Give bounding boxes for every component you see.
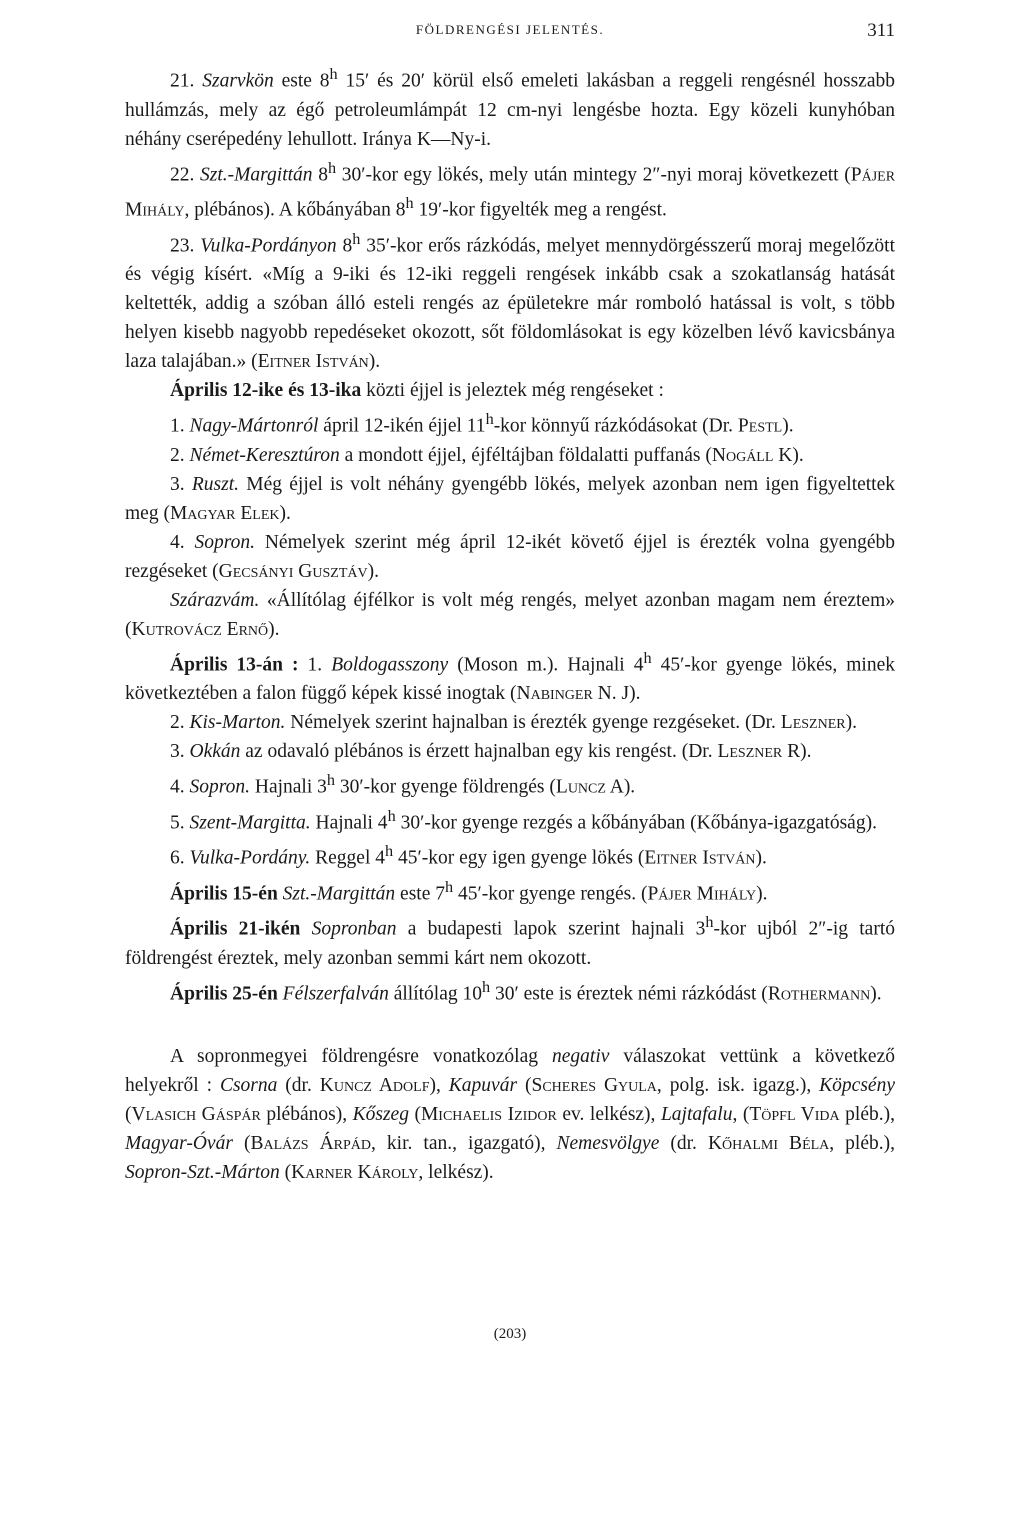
text-run: , lelkész).: [418, 1162, 494, 1183]
text-run: 3.: [170, 741, 190, 762]
text-run: Csorna: [219, 1075, 278, 1096]
text-run: -kor könnyű rázkódásokat (Dr.: [493, 415, 738, 437]
text-run: Magyar-Óvár: [125, 1133, 233, 1154]
text-run: ).: [800, 741, 812, 762]
section-heading: [125, 376, 895, 405]
text-run: ápril 12-ikén éjjel 11: [318, 415, 486, 437]
text-run: negativ: [552, 1046, 610, 1067]
text-run: 2.: [170, 444, 190, 466]
text-run: ).: [870, 983, 882, 1004]
text-run: Nogáll K: [711, 444, 793, 466]
text-run: közti éjjel is jeleztek még rengéseket :: [361, 380, 664, 401]
paragraph: [125, 470, 895, 528]
text-run: ).: [279, 502, 291, 524]
text-run: Ruszt.: [191, 473, 240, 495]
text-run: ).: [367, 560, 379, 582]
text-run: 45′-kor gyenge rengés. (: [453, 883, 648, 904]
text-run: Luncz A: [555, 776, 624, 798]
text-run: Scheres Gyula: [531, 1075, 657, 1096]
text-run: este 7: [395, 883, 445, 904]
text-run: 3.: [170, 473, 192, 495]
text-run: Balázs Árpád: [250, 1133, 372, 1154]
text-run: h: [445, 877, 454, 896]
paragraph: [125, 154, 895, 225]
paragraph: [125, 225, 895, 377]
paragraph: [125, 528, 895, 586]
page-number: 311: [867, 20, 895, 41]
text-run: pléb.),: [839, 1104, 895, 1125]
text-run: 8: [312, 164, 328, 185]
text-run: [300, 919, 311, 940]
text-run: A sopronmegyei földrengésre vonatkozólag: [170, 1046, 552, 1067]
text-run: 30′-kor gyenge földrengés (: [335, 776, 556, 798]
text-run: Rothermann: [767, 983, 871, 1004]
text-run: ),: [429, 1075, 449, 1096]
text-run: Eitner István: [644, 847, 756, 869]
text-run: ).: [792, 444, 804, 466]
text-run: (Moson m.). Hajnali 4: [448, 654, 644, 675]
text-run: Gecsányi Gusztáv: [218, 560, 368, 582]
text-run: ).: [268, 618, 280, 640]
text-run: ).: [629, 683, 641, 704]
paragraph: [125, 973, 895, 1009]
text-run: Magyar Elek: [169, 502, 280, 524]
text-run: (: [279, 1162, 292, 1183]
text-run: 30′-kor gyenge rezgés a kőbányában (Kőbánya-igazgatóság).: [395, 812, 877, 833]
text-run: Nagy-Mártonról: [189, 415, 319, 437]
text-run: (: [125, 1104, 132, 1125]
text-run: Pájer Mihály: [125, 164, 896, 221]
text-run: 22.: [170, 164, 201, 185]
text-run: «Állítólag éjfélkor is volt még rengés, melyet azonban magam nem éreztem» (: [125, 589, 895, 640]
text-run: Kis-Marton.: [189, 712, 286, 733]
paragraph: [125, 586, 895, 644]
text-run: este 8: [273, 70, 330, 92]
text-run: h: [405, 194, 414, 212]
body-text: [125, 60, 895, 1187]
text-run: , kir. tan., igazgató),: [371, 1133, 557, 1154]
text-run: h: [352, 229, 361, 248]
paragraph: [125, 802, 895, 838]
text-run: Április 12-ike és 13-ika: [170, 380, 362, 401]
text-run: 15′ és 20′ körül első emeleti lakásban a reggeli rengésnél hosszabb hullámzás, mely az égő petroleumlámpát 12 cm-nyi lengésbe hozta. Egy közeli kunyhóban néhány cserépedény lehullott. Iránya K—Ny-i.: [125, 70, 895, 150]
text-run: 21.: [170, 70, 203, 92]
text-run: ).: [782, 415, 794, 437]
text-run: h: [485, 410, 494, 428]
text-run: 5.: [170, 812, 190, 833]
text-run: h: [329, 65, 338, 83]
text-run: 45′-kor gyenge lökés, minek következtében a falon függő képek kissé inogtak (: [125, 654, 896, 704]
text-run: a mondott éjjel, éjféltájban földalatti puffanás (: [339, 444, 712, 466]
text-run: plébános),: [260, 1104, 353, 1125]
text-run: Sopron-Szt.-Márton: [125, 1162, 280, 1183]
text-run: ).: [756, 883, 768, 904]
text-run: (dr.: [277, 1075, 320, 1096]
text-run: Szárazvám.: [170, 589, 260, 611]
text-run: a budapesti lapok szerint hajnali 3: [396, 918, 706, 940]
text-run: (dr.: [659, 1133, 708, 1154]
text-run: Kuncz Adolf: [319, 1075, 430, 1096]
text-run: h: [705, 913, 714, 931]
text-run: ev. lelkész),: [556, 1104, 661, 1125]
text-run: 45′-kor egy igen gyenge lökés (: [393, 847, 645, 869]
text-run: Köpcsény: [819, 1075, 895, 1096]
text-run: 19′-kor figyelték meg a rengést.: [413, 199, 667, 221]
text-run: 1.: [170, 415, 190, 437]
text-run: Nemesvölgye: [556, 1133, 660, 1154]
paragraph: [125, 441, 895, 470]
running-title: FÖLDRENGÉSI JELENTÉS.: [415, 22, 605, 37]
text-run: 30′ este is éreztek némi rázkódást (: [490, 983, 768, 1004]
text-run: Pestl: [737, 415, 783, 437]
text-run: Szt.-Margittán: [282, 883, 396, 904]
paragraph: [125, 708, 895, 737]
text-run: Sopron.: [194, 531, 255, 553]
text-run: 23.: [170, 235, 201, 256]
text-run: Kapuvár: [448, 1075, 518, 1096]
text-run: Leszner R: [717, 741, 801, 762]
text-run: Április 15-én: [170, 883, 278, 904]
text-run: 6.: [170, 847, 190, 869]
text-run: (: [408, 1104, 421, 1125]
text-run: , pléb.),: [829, 1133, 896, 1154]
text-run: 8: [336, 235, 353, 256]
paragraph: [125, 60, 895, 154]
text-run: ).: [755, 847, 767, 869]
text-run: 2.: [170, 712, 190, 733]
text-run: Német-Keresztúron: [189, 444, 340, 466]
text-run: állítólag 10: [388, 983, 482, 1004]
sheet-number: (203): [493, 1326, 527, 1342]
text-run: Pájer Mihály: [647, 883, 757, 904]
text-run: Hajnali 4: [310, 812, 388, 833]
text-run: Leszner: [780, 712, 846, 733]
text-run: , (: [732, 1104, 750, 1125]
text-run: Reggel 4: [310, 847, 385, 869]
text-run: Némelyek szerint hajnalban is érezték gyenge rezgéseket. (Dr.: [285, 712, 781, 733]
text-run: h: [643, 648, 652, 667]
text-run: Kőhalmi Béla: [707, 1133, 830, 1154]
paragraph: [125, 644, 895, 709]
text-run: Szt.-Margittán: [200, 164, 313, 185]
text-run: ).: [845, 712, 857, 733]
text-run: (: [232, 1133, 251, 1154]
text-run: , plébános). A kőbányában 8: [184, 199, 406, 221]
text-run: Április 13-án :: [170, 654, 299, 675]
text-run: Boldogasszony: [331, 654, 449, 675]
text-run: Szent-Margitta.: [189, 812, 311, 833]
text-run: 4.: [170, 776, 190, 798]
text-run: h: [481, 977, 491, 996]
text-run: h: [387, 806, 396, 825]
text-run: 1.: [298, 654, 332, 675]
paragraph: [125, 908, 895, 973]
paragraph: [125, 873, 895, 909]
text-run: Karner Károly: [291, 1162, 419, 1183]
text-run: Némelyek szerint még ápril 12-ikét követő éjjel is érezték volna gyengébb rezgéseket (: [125, 531, 896, 582]
text-run: Michaelis Izidor: [420, 1104, 557, 1125]
text-run: Okkán: [189, 741, 241, 762]
text-run: Sopron.: [189, 776, 250, 798]
text-run: Lajtafalu: [660, 1104, 733, 1125]
text-run: (: [517, 1075, 532, 1096]
paragraph: [125, 1042, 895, 1187]
text-run: Hajnali 3: [250, 776, 327, 798]
text-run: 4.: [170, 531, 195, 553]
text-run: Még éjjel is volt néhány gyengébb lökés, melyek azonban nem igen figyeltettek meg (: [125, 473, 896, 524]
text-run: Április 21-ikén: [170, 918, 301, 940]
paragraph: [125, 766, 895, 802]
text-run: Félszerfalván: [282, 983, 389, 1004]
paragraph: [125, 837, 895, 873]
text-run: válaszokat vettünk a következő helyekről :: [125, 1046, 895, 1096]
text-run: Vulka-Pordányon: [200, 235, 337, 256]
text-run: Kőszeg: [352, 1104, 409, 1125]
text-run: 35′-kor erős rázkódás, melyet mennydörgésszerű moraj megelőzött és végig kísért. «Míg a 9-iki és 12-iki reggeli rengések inkább csak a szokatlanság hatását keltették, addig a szóban álló esteli rengés az épületekre már romboló hatással is volt, s több helyen kisebb nagyobb repedéseket okozott, sőt földomlásokat is egy közelben lévő kavicsbánya laza talajában.» (: [125, 235, 896, 372]
text-run: Nabinger N. J: [516, 683, 630, 704]
text-run: h: [327, 158, 337, 177]
text-run: h: [326, 771, 336, 789]
page-header: [125, 20, 895, 44]
text-run: -kor ujból 2″-ig tartó földrengést éreztek, mely azonban semmi kárt nem okozott.: [125, 918, 895, 969]
text-run: 30′-kor egy lökés, mely után mintegy 2″-nyi moraj következett (: [336, 164, 851, 185]
text-run: Vulka-Pordány.: [189, 847, 311, 869]
text-run: Eitner István: [257, 351, 369, 372]
text-run: az odavaló plébános is érzett hajnalban egy kis rengést. (Dr.: [240, 741, 718, 762]
text-run: Vlasich Gáspár: [131, 1104, 261, 1125]
text-run: Töpfl Vida: [749, 1104, 840, 1125]
text-run: Sopronban: [311, 918, 397, 940]
text-run: Szarvkön: [202, 70, 274, 92]
text-run: , polg. isk. igazg.),: [656, 1075, 820, 1096]
paragraph: [125, 405, 895, 441]
paragraph: [125, 737, 895, 766]
text-run: ).: [368, 351, 381, 372]
text-run: ).: [623, 776, 636, 798]
text-run: Április 25-én: [170, 983, 278, 1004]
text-run: h: [385, 842, 394, 860]
text-run: Kutrovácz Ernő: [131, 618, 269, 640]
